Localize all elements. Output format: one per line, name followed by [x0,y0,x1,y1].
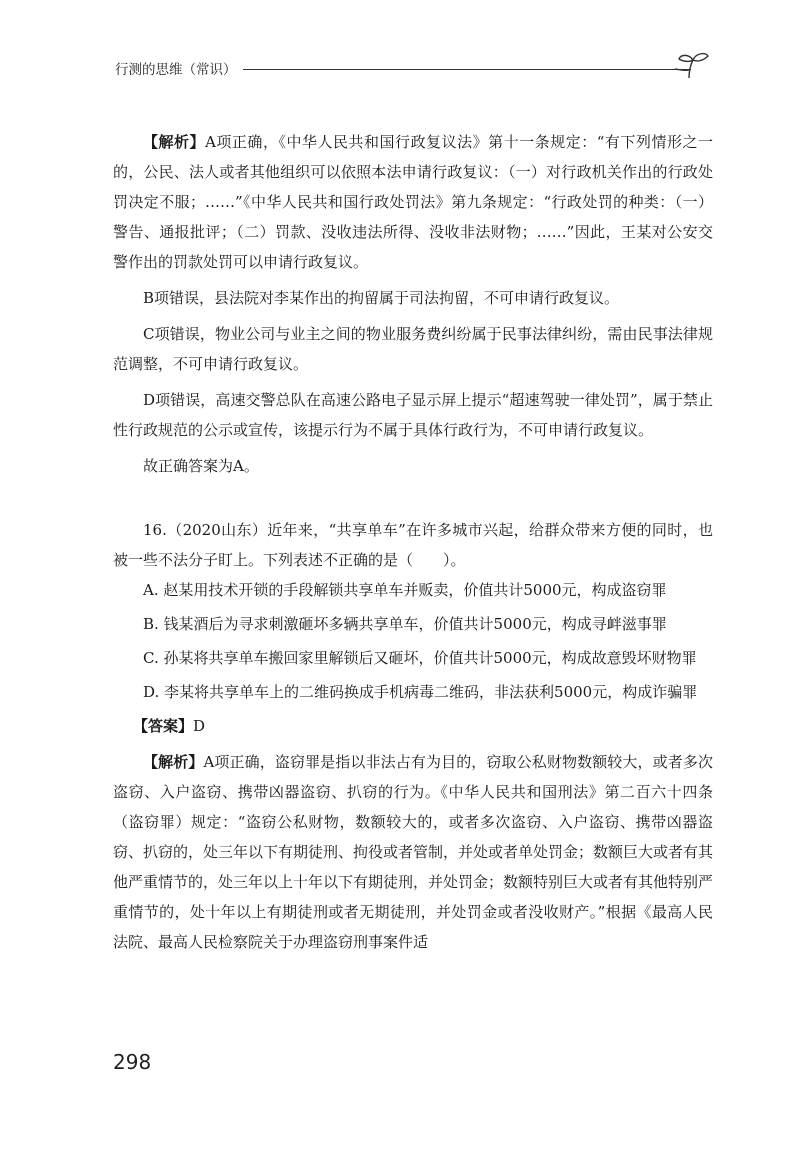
question-analysis [113,747,713,957]
page-content [113,127,713,957]
analysis-paragraph-b: B项错误，县法院对李某作出的拘留属于司法拘留，不可申请行政复议。 [143,289,620,307]
question-analysis-label: 【解析】 [143,753,204,771]
option-c: C. 孙某将共享单车搬回家里解锁后又砸坏，价值共计5000元，构成故意毁坏财物罪 [143,649,697,667]
page-number: 298 [113,1050,152,1074]
option-d: D. 李某将共享单车上的二维码换成手机病毒二维码，非法获利5000元，构成诈骗罪 [143,683,698,701]
analysis-paragraph-d: D项错误，高速交警总队在高速公路电子显示屏上提示“超速驾驶一律处罚”，属于禁止性行政规范的公示或宣传，该提示行为不属于具体行政行为，不可申请行政复议。 [113,391,713,439]
analysis-paragraph-a [113,127,713,277]
analysis-paragraph-c: C项错误，物业公司与业主之间的物业服务费纠纷属于民事法律纠纷，需由民事法律规范调整，不可申请行政复议。 [113,325,713,373]
sprout-icon [675,50,711,80]
running-header [115,50,715,86]
question-analysis-text: A项正确，盗窃罪是指以非法占有为目的，窃取公私财物数额较大，或者多次盗窃、入户盗窃、携带凶器盗窃、扒窃的行为。《中华人民共和国刑法》第二百六十四条（盗窃罪）规定：“盗窃公私财物，数额较大的，或者多次盗窃、入户盗窃、携带凶器盗窃、扒窃的，处三年以下有期徒刑、拘役或者管制，并处或者单处罚金；数额巨大或者有其他严重情节的，处三年以上十年以下有期徒刑，并处罚金；数额特别巨大或者有其他特别严重情节的，处十年以上有期徒刑或者无期徒刑，并处罚金或者没收财产。”根据《最高人民法院、最高人民检察院关于办理盗窃刑事案件适 [113,753,714,951]
answer-label: 【答案】 [133,717,194,735]
header-rule [243,69,691,70]
option-a: A. 赵某用技术开锁的手段解锁共享单车并贩卖，价值共计5000元，构成盗窃罪 [143,581,667,599]
section-gap [113,481,713,515]
answer-value: D [193,717,206,735]
question-stem: 16.（2020山东）近年来，“共享单车”在许多城市兴起，给群众带来方便的同时，也被一些不法分子盯上。下列表述不正确的是（ ）。 [113,521,713,569]
option-b: B. 钱某酒后为寻求刺激砸坏多辆共享单车，价值共计5000元，构成寻衅滋事罪 [143,615,667,633]
answer-line [113,711,713,741]
running-header-title: 行测的思维（常识） [115,62,237,78]
analysis-text: A项正确，《中华人民共和国行政复议法》第十一条规定：“有下列情形之一的，公民、法人或者其他组织可以依照本法申请行政复议：（一）对行政机关作出的行政处罚决定不服；……”《中华人民共和国行政处罚法》第九条规定：“行政处罚的种类：（一）警告、通报批评；（二）罚款、没收违法所得、没收非法财物；……”因此，王某对公安交警作出的罚款处罚可以申请行政复议。 [113,133,713,271]
analysis-label: 【解析】 [143,133,206,151]
conclusion: 故正确答案为A。 [143,457,259,475]
